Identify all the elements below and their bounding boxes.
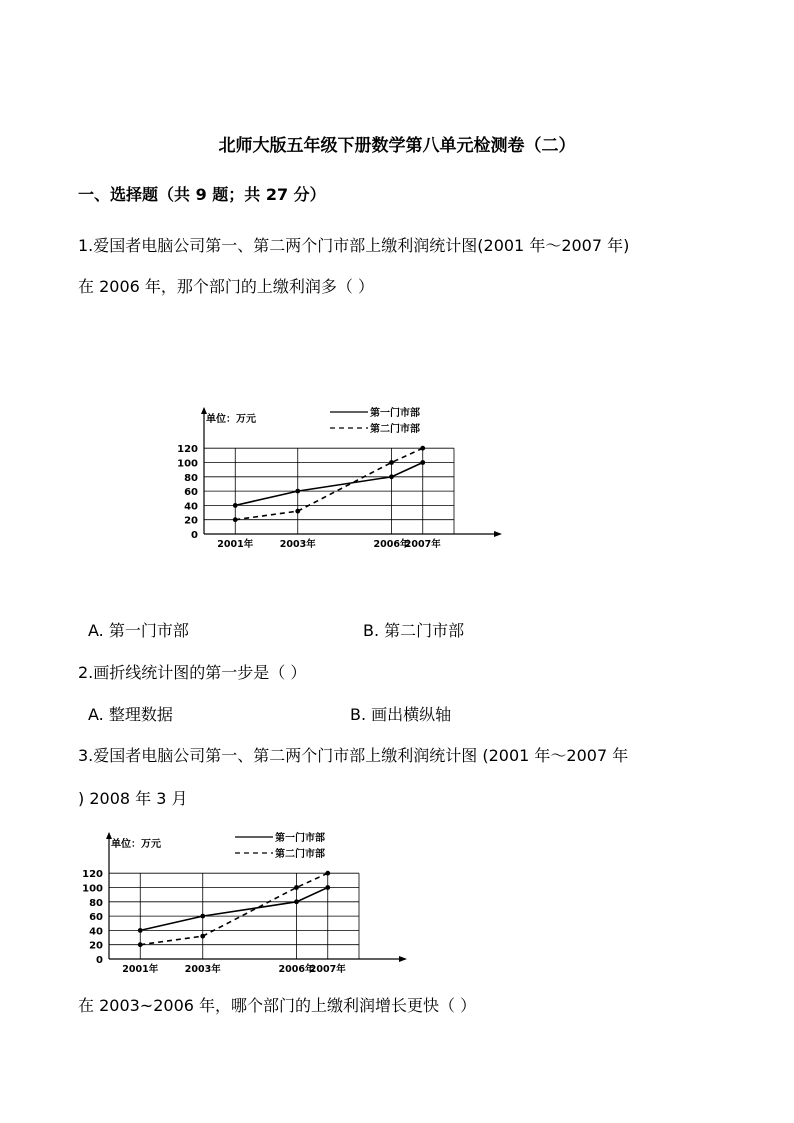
data-point [389,474,394,479]
legend-label: 第二门市部 [370,424,420,435]
data-point [138,942,143,947]
y-tick-label: 100 [82,883,103,895]
series-line-1 [235,463,423,506]
y-tick-label: 20 [184,515,198,527]
data-point [294,885,299,890]
data-point [325,885,330,890]
section-heading: 一、选择题（共 9 题；共 27 分） [78,185,326,204]
series-line-2 [140,873,328,945]
x-tick-label: 2003年 [279,539,316,550]
y-tick-label: 80 [89,897,103,909]
question-3-line-3: 在 2003~2006 年，哪个部门的上缴利润增长更快（ ） [78,996,477,1015]
data-point [420,446,425,451]
profit-line-chart-1 [170,400,510,555]
x-tick-label: 2007年 [309,964,346,975]
data-point [200,934,205,939]
series-line-2 [235,448,423,520]
y-tick-label: 80 [184,472,198,484]
data-point [233,503,238,508]
question-3-line-2: ) 2008 年 3 月 [78,789,188,808]
y-tick-label: 20 [89,940,103,952]
y-tick-label: 60 [184,487,198,499]
y-tick-label: 60 [89,912,103,924]
legend-label: 第一门市部 [370,408,420,419]
y-tick-label: 0 [191,530,198,541]
y-tick-label: 0 [96,955,103,966]
data-point [233,517,238,522]
data-point [138,928,143,933]
y-tick-label: 120 [82,869,103,881]
question-2-option-b: B. 画出横纵轴 [350,705,452,724]
question-2-line-1: 2.画折线统计图的第一步是（ ） [78,663,307,682]
question-1-line-2: 在 2006 年，那个部门的上缴利润多（ ） [78,277,374,296]
profit-line-chart-2 [75,825,415,980]
x-tick-label: 2001年 [122,964,159,975]
unit-label: 单位：万元 [206,414,256,425]
y-tick-label: 40 [89,926,103,938]
y-axis-arrow [201,407,207,414]
data-point [389,460,394,465]
x-tick-label: 2006年 [373,539,410,550]
legend-label: 第二门市部 [275,849,325,860]
question-1-option-a: A. 第一门市部 [88,621,189,640]
data-point [294,899,299,904]
x-tick-label: 2003年 [184,964,221,975]
page-title: 北师大版五年级下册数学第八单元检测卷（二） [218,136,576,156]
legend-label: 第一门市部 [275,833,325,844]
x-axis-arrow [399,956,407,962]
y-tick-label: 120 [177,444,198,456]
data-point [295,509,300,514]
question-1-line-1: 1.爱国者电脑公司第一、第二两个门市部上缴利润统计图(2001 年～2007 年) [78,236,630,255]
y-axis-arrow [106,832,112,839]
question-1-option-b: B. 第二门市部 [363,621,465,640]
y-tick-label: 100 [177,458,198,470]
x-tick-label: 2001年 [217,539,254,550]
data-point [325,871,330,876]
unit-label: 单位：万元 [111,839,161,850]
x-axis-arrow [494,531,502,537]
x-tick-label: 2006年 [278,964,315,975]
data-point [200,914,205,919]
y-tick-label: 40 [184,501,198,513]
x-tick-label: 2007年 [404,539,441,550]
data-point [420,460,425,465]
series-line-1 [140,888,328,931]
data-point [295,489,300,494]
question-2-option-a: A. 整理数据 [88,705,173,724]
question-3-line-1: 3.爱国者电脑公司第一、第二两个门市部上缴利润统计图 (2001 年～2007 年 [78,746,629,765]
